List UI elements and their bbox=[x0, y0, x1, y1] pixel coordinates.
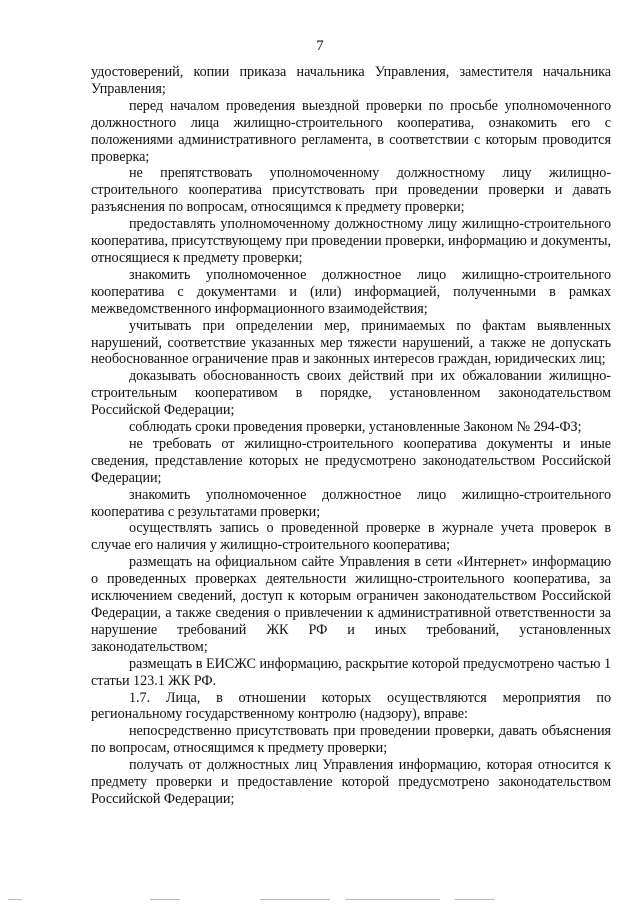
paragraph-not-obstruct: не препятствовать уполномоченному должностному лицу жилищно-строительного кооператива присутствовать при проведении проверки и давать разъяснения по вопросам, относящимся к предмету проверки; bbox=[91, 165, 611, 216]
scan-mark bbox=[150, 899, 180, 900]
paragraph-section-1-7: 1.7. Лица, в отношении которых осуществляются мероприятия по региональному государственному контролю (надзору), вправе: bbox=[91, 689, 611, 723]
page-number: 7 bbox=[316, 38, 324, 54]
paragraph-prove-validity: доказывать обоснованность своих действий при их обжаловании жилищно-строительным кооперативом в порядке, установленном законодательством Российской Федерации; bbox=[91, 368, 611, 419]
paragraph-not-require-documents: не требовать от жилищно-строительного кооператива документы и иные сведения, представление которых не предусмотрено законодательством Российской Федерации; bbox=[91, 435, 611, 486]
paragraph-familiarize-regulation: перед началом проведения выездной проверки по просьбе уполномоченного должностного лица жилищно-строительного кооператива, ознакомить его с положениями административного регламента, в соответствии с которым проводится проверка; bbox=[91, 97, 611, 165]
paragraph-right-receive-information: получать от должностных лиц Управления информацию, которая относится к предмету проверки и предоставление которой предусмотрено законодательством Российской Федерации; bbox=[91, 757, 611, 807]
paragraph-publish-eisjs: размещать в ЕИСЖС информацию, раскрытие которой предусмотрено частью 1 статьи 123.1 ЖК РФ. bbox=[91, 655, 611, 689]
paragraph-familiarize-results: знакомить уполномоченное должностное лицо жилищно-строительного кооператива с результатами проверки; bbox=[91, 486, 611, 520]
scan-mark bbox=[455, 899, 495, 900]
scan-mark bbox=[8, 899, 22, 900]
paragraph-right-attend: непосредственно присутствовать при проведении проверки, давать объяснения по вопросам, относящимся к предмету проверки; bbox=[91, 723, 611, 757]
paragraph-continuation: удостоверений, копии приказа начальника Управления, заместителя начальника Управления; bbox=[91, 64, 611, 97]
paragraph-publish-website: размещать на официальном сайте Управления в сети «Интернет» информацию о проведенных проверках деятельности жилищно-строительного кооператива, за исключением сведений, доступ к которым ограничен законодательством Российской Федерации, а также сведения о привлечении к административной ответственности за нарушение требований ЖК РФ и иных требований, установленных законодательством; bbox=[91, 554, 611, 655]
paragraph-observe-deadlines: соблюдать сроки проведения проверки, установленные Законом № 294-ФЗ; bbox=[129, 419, 582, 436]
paragraph-familiarize-documents: знакомить уполномоченное должностное лицо жилищно-строительного кооператива с документами и (или) информацией, полученными в рамках межведомственного информационного взаимодействия; bbox=[91, 266, 611, 317]
scan-mark bbox=[345, 899, 440, 900]
document-body bbox=[91, 64, 611, 808]
paragraph-provide-information: предоставлять уполномоченному должностному лицу жилищно-строительного кооператива, присутствующему при проведении проверки, информацию и документы, относящиеся к предмету проверки; bbox=[91, 216, 611, 266]
scan-edge-artifact bbox=[0, 896, 640, 905]
scan-mark bbox=[260, 899, 330, 900]
paragraph-proportionality: учитывать при определении мер, принимаемых по фактам выявленных нарушений, соответствие указанных мер тяжести нарушений, а также не допускать необоснованное ограничение прав и законных интересов граждан, юридических лиц; bbox=[91, 317, 611, 368]
paragraph-journal-record: осуществлять запись о проведенной проверке в журнале учета проверок в случае его наличия у жилищно-строительного кооператива; bbox=[91, 520, 611, 554]
